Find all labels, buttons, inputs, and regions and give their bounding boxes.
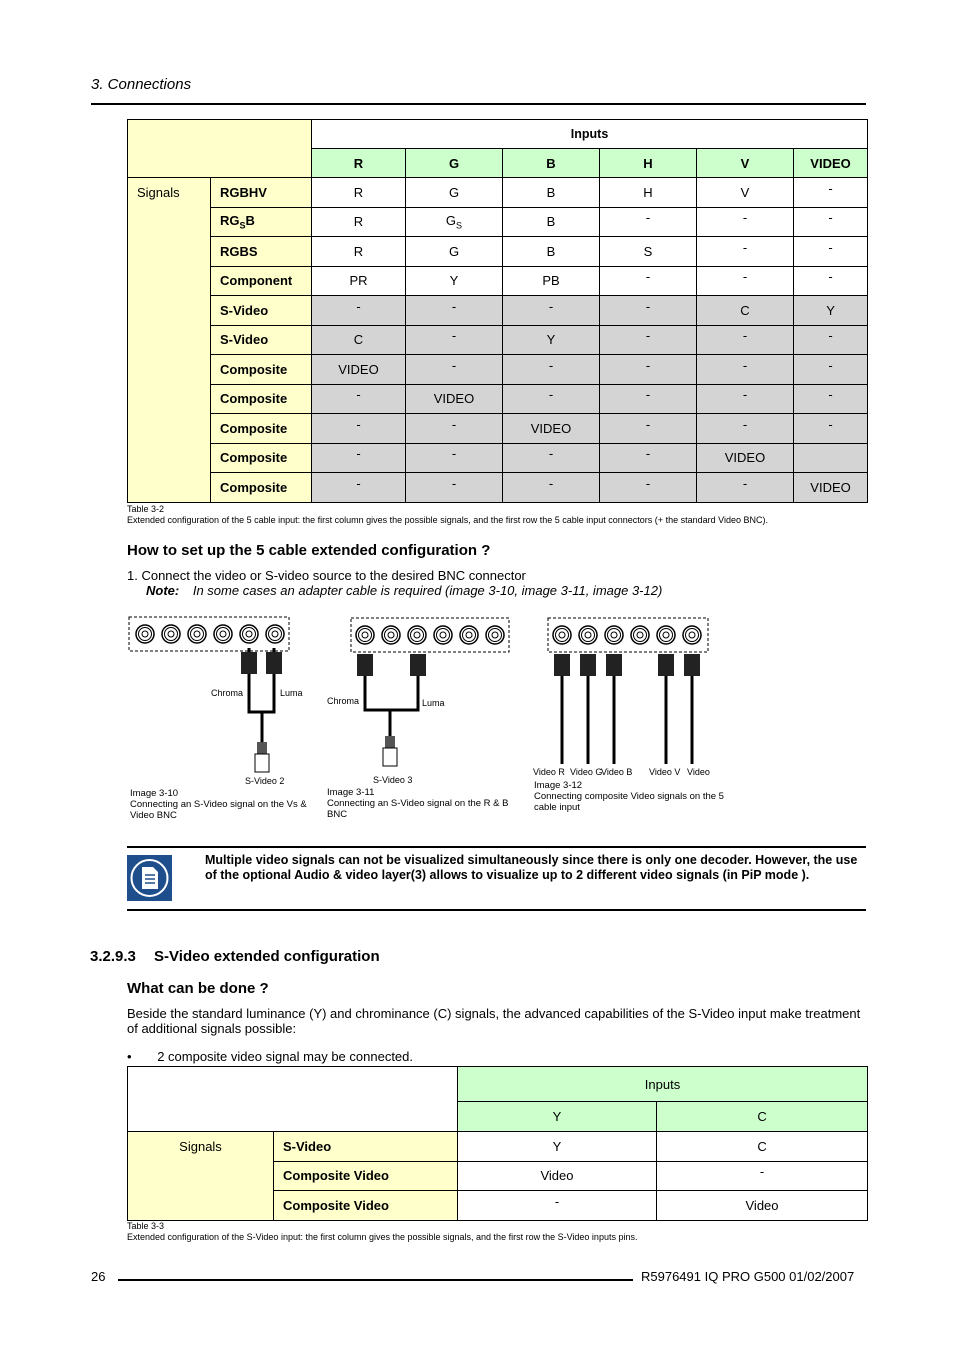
table2-inputs-header: Inputs [458,1067,868,1102]
table2-col-header: C [657,1102,868,1132]
bnc-connector-icon [165,628,178,641]
svideo-label-a: S-Video 2 [245,776,285,786]
table1-cell: - [697,266,794,296]
table2-cell: Video [657,1191,868,1221]
subsection-what-can-be-done: What can be done ? [127,980,269,997]
table2-cell: Y [458,1132,657,1162]
bullet-icon: • [127,1049,132,1064]
video-label: Video [687,767,710,777]
bnc-plug [580,654,596,676]
bnc-connector-icon [634,629,647,642]
table1-cell: B [503,178,600,208]
table1-cell: R [312,207,406,237]
image-3-11-number: Image 3-11 [327,787,375,798]
step-1: 1. Connect the video or S-video source to the desired BNC connector [127,568,526,583]
table1-cell: - [406,473,503,503]
table2-signals-label: Signals [128,1132,274,1221]
table1-cell: - [312,473,406,503]
diagram-image-3-10 [129,617,303,786]
section-number: 3.2.9.3 [90,948,136,965]
video-b-label: Video B [601,767,633,777]
table1-cell: VIDEO [503,414,600,444]
section-title-svideo: S-Video extended configuration [154,948,380,965]
table1-signal-name: Component [211,266,312,296]
table1-cell: Y [406,266,503,296]
bnc-connector-icon [663,632,669,638]
table1-cell: VIDEO [697,443,794,473]
table1-signal-name: Composite [211,355,312,385]
bnc-connector-icon [582,629,595,642]
table1-cell: - [600,296,697,326]
table1-cell: B [503,237,600,267]
table1-signal-name: Composite [211,473,312,503]
bnc-connector-icon [437,629,450,642]
luma-label-a: Luma [280,688,303,698]
table2-cell: - [458,1191,657,1221]
note-text: In some cases an adapter cable is required (image 3-10, image 3-11, image 3-12) [192,583,663,598]
table1-cell: PB [503,266,600,296]
info-rule-top [127,846,866,848]
diagram-image-3-12 [533,618,710,777]
table1-cell: - [312,443,406,473]
table1-cell: C [312,325,406,355]
bnc-connector-icon [246,631,252,637]
info-rule-bottom [127,909,866,911]
bnc-connector-icon [220,631,226,637]
table1-col-header: VIDEO [794,149,868,178]
footer-rule [118,1279,633,1281]
table-5-cable-config [127,119,868,503]
table1-cell: C [697,296,794,326]
table1-signal-name: S-Video [211,325,312,355]
image-3-10-caption: Connecting an S-Video signal on the Vs & Video BNC [130,799,307,821]
table1-cell: Y [503,325,600,355]
table1-cell: - [600,266,697,296]
bnc-connector-icon [585,632,591,638]
table1-cell: PR [312,266,406,296]
table1-cell: - [312,384,406,414]
table1-cell: - [503,355,600,385]
video-r-label: Video R [533,767,565,777]
bnc-connector-icon [411,629,424,642]
bnc-connector-icon [559,632,565,638]
chapter-title: 3. Connections [91,76,192,93]
bnc-connector-icon [272,631,278,637]
table1-cell: - [600,443,697,473]
info-text: Multiple video signals can not be visualized simultaneously since there is only one decoder. However, the use of the optional Audio & video layer(3) allows to visualize up to 2 different video signals (in PiP mode ). [205,853,858,882]
bnc-connector-icon [217,628,230,641]
table1-cell: - [600,384,697,414]
bnc-connector-icon [686,629,699,642]
table1-cell: VIDEO [312,355,406,385]
table1-cell: - [406,414,503,444]
bnc-connector-icon [414,632,420,638]
table1-caption-number: Table 3-2 [127,504,165,514]
video-g-label: Video G [570,767,603,777]
table2-cell: Video [458,1161,657,1191]
table1-cell: - [503,473,600,503]
svideo-label-b: S-Video 3 [373,775,413,785]
table2-signal-name: Composite Video [274,1161,458,1191]
table1-signal-name: RGBS [211,237,312,267]
bnc-connector-icon [359,629,372,642]
bnc-plug [606,654,622,676]
bnc-connector-icon [489,629,502,642]
table1-cell: - [794,325,868,355]
table1-cell: Y [794,296,868,326]
table1-cell: V [697,178,794,208]
table1-cell: - [697,207,794,237]
bnc-connector-icon [660,629,673,642]
luma-label-b: Luma [422,698,445,708]
table1-signal-name: Composite [211,443,312,473]
bnc-connector-icon [388,632,394,638]
table2-signal-name: S-Video [274,1132,458,1162]
table2-cell: C [657,1132,868,1162]
bnc-connector-icon [243,628,256,641]
bnc-plug [554,654,570,676]
table1-cell: - [697,325,794,355]
image-3-12-caption: Connecting composite Video signals on the 5 cable input [534,791,724,813]
table1-cell: S [600,237,697,267]
bnc-connector-icon [492,632,498,638]
table1-cell: - [600,414,697,444]
table1-cell: - [697,355,794,385]
table1-col-header: R [312,149,406,178]
table1-cell: - [600,355,697,385]
bnc-connector-icon [139,628,152,641]
bnc-connector-icon [269,628,282,641]
table1-cell: - [503,384,600,414]
table1-cell: R [312,178,406,208]
table1-cell: - [503,296,600,326]
table2-signal-name: Composite Video [274,1191,458,1221]
table1-signal-name: RGBHV [211,178,312,208]
table1-cell: - [312,296,406,326]
table1-cell: - [600,207,697,237]
bnc-connector-icon [362,632,368,638]
bullet-text: 2 composite video signal may be connected. [157,1049,414,1064]
table1-cell: - [794,237,868,267]
bnc-connector-icon [608,629,621,642]
table1-signal-name: Composite [211,414,312,444]
chroma-label-b: Chroma [327,696,360,706]
table1-col-header: H [600,149,697,178]
table1-caption-text: Extended configuration of the 5 cable input: the first column gives the possible signals, and the first row the 5 cable input connectors (+ the standard Video BNC). [127,515,768,525]
table1-cell: $G_S$ [406,207,503,237]
table1-cell: - [794,207,868,237]
bnc-connector-icon [466,632,472,638]
table1-cell: - [312,414,406,444]
table1-cell: - [794,355,868,385]
table1-col-header: B [503,149,600,178]
table1-cell: - [697,237,794,267]
table1-cell: - [794,384,868,414]
table1-col-header: V [697,149,794,178]
section-heading-5-cable: How to set up the 5 cable extended configuration ? [127,542,491,559]
table1-signal-name: Composite [211,384,312,414]
page-number: 26 [91,1269,106,1284]
table1-cell [794,443,868,473]
bnc-connector-icon [142,631,148,637]
table1-cell: H [600,178,697,208]
image-3-11-caption: Connecting an S-Video signal on the R & B BNC [327,798,509,820]
table1-cell: - [600,473,697,503]
header-rule [91,103,866,105]
table2-caption-text: Extended configuration of the S-Video input: the first column gives the possible signals, and the first row the S-Video inputs pins. [127,1232,638,1242]
bnc-connector-icon [440,632,446,638]
table1-cell: - [697,473,794,503]
bnc-connector-icon [611,632,617,638]
table1-col-header: G [406,149,503,178]
table1-cell: VIDEO [794,473,868,503]
table1-cell: - [503,443,600,473]
table1-signal-name: $RG_SB$ [211,207,312,237]
table1-cell: - [600,325,697,355]
bnc-connector-icon [689,632,695,638]
note-label: Note: [146,583,180,598]
table1-cell: - [406,443,503,473]
table-svideo-config [127,1066,868,1221]
table1-cell: - [697,414,794,444]
table1-corner [128,120,312,178]
video-v-label: Video V [649,767,681,777]
table2-caption-number: Table 3-3 [127,1221,165,1231]
table1-cell: G [406,178,503,208]
table1-cell: B [503,207,600,237]
document-reference: R5976491 IQ PRO G500 01/02/2007 [641,1269,855,1284]
image-3-12-number: Image 3-12 [534,780,583,791]
table1-signals-label: Signals [128,178,211,503]
bnc-plug [684,654,700,676]
bnc-connector-icon [556,629,569,642]
bnc-connector-icon [191,628,204,641]
table1-cell: G [406,237,503,267]
table1-cell: - [406,325,503,355]
document-icon [127,855,172,901]
bnc-connector-icon [463,629,476,642]
table1-cell: - [794,414,868,444]
bnc-plug [658,654,674,676]
table2-corner [128,1067,458,1132]
image-3-10-number: Image 3-10 [130,788,179,799]
bnc-connector-icon [194,631,200,637]
table1-cell: VIDEO [406,384,503,414]
diagram-image-3-11 [327,618,509,785]
table1-cell: - [406,296,503,326]
svideo-paragraph: Beside the standard luminance (Y) and chrominance (C) signals, the advanced capabilities of the S-Video input make treatment of additional signals possible: [127,1006,861,1036]
table1-cell: - [697,384,794,414]
bnc-connector-icon [168,631,174,637]
table1-inputs-header: Inputs [312,120,868,149]
table1-cell: - [794,178,868,208]
connection-diagrams [125,612,745,792]
table1-cell: - [794,266,868,296]
table1-cell: - [406,355,503,385]
table1-cell: R [312,237,406,267]
table2-col-header: Y [458,1102,657,1132]
table1-signal-name: S-Video [211,296,312,326]
chroma-label-a: Chroma [211,688,244,698]
bnc-connector-icon [385,629,398,642]
table2-cell: - [657,1161,868,1191]
bnc-connector-icon [637,632,643,638]
